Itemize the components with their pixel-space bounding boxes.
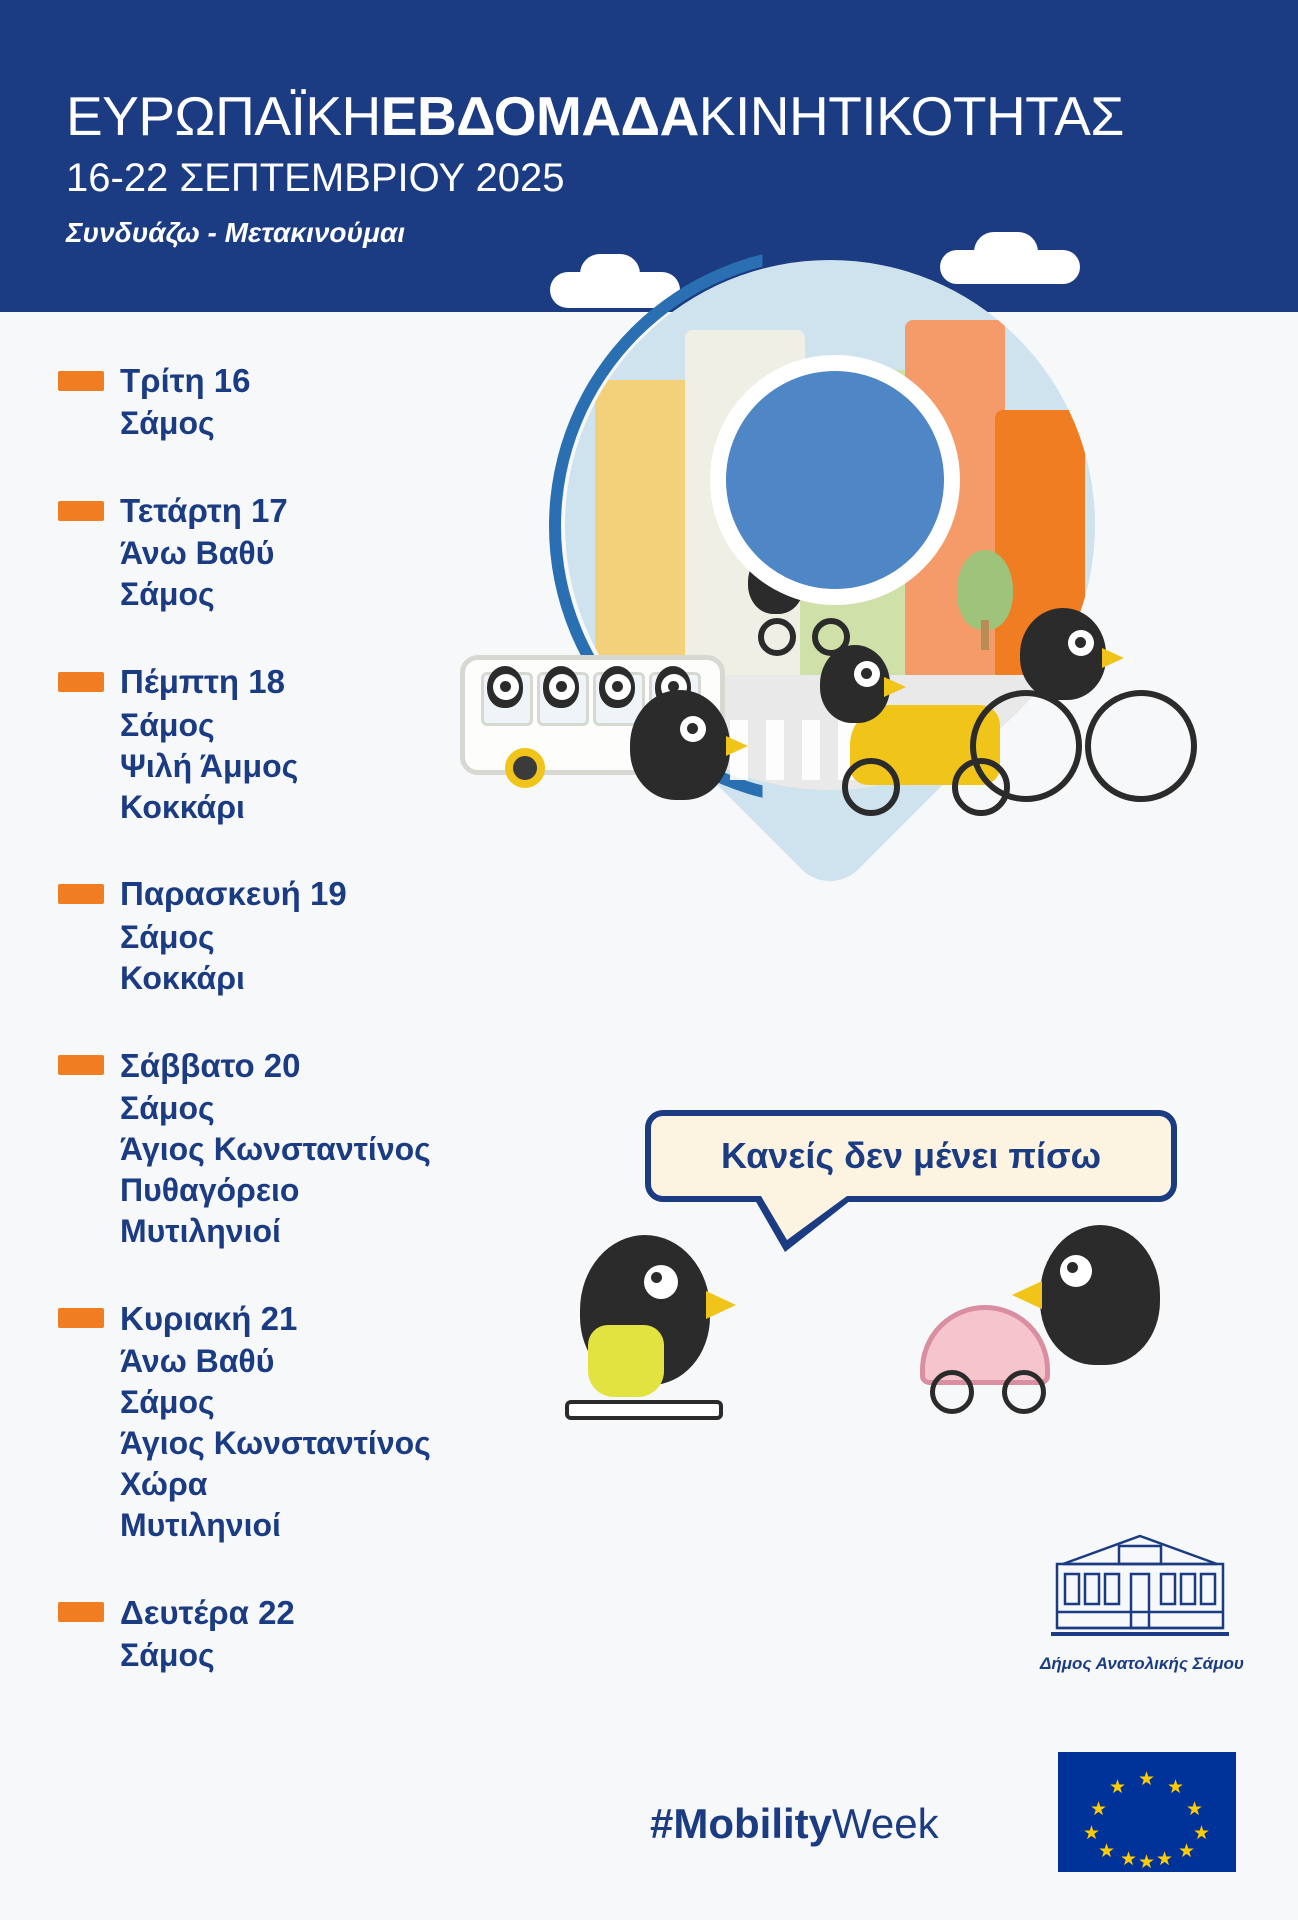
city-illustration	[520, 250, 1240, 950]
moped-rider-character	[820, 645, 890, 723]
schedule-day-name: Πέμπτη 18	[120, 663, 285, 701]
title-part-2: ΕΒΔΟΜΑΔΑ	[380, 85, 699, 147]
municipality-logo-caption: Δήμος Ανατολικής Σάμου	[1040, 1654, 1244, 1673]
moped-wheel	[842, 758, 900, 816]
kick-scooter-wheel	[812, 618, 850, 656]
passenger-character	[599, 666, 635, 708]
schedule-day-name: Παρασκευή 19	[120, 875, 347, 913]
kick-scooter-wheel	[758, 618, 796, 656]
municipality-logo	[1040, 1530, 1244, 1674]
skateboard-icon	[565, 1400, 723, 1420]
crosswalk-stripe	[766, 720, 784, 780]
header-tagline: Συνδυάζω - Μετακινούμαι	[66, 216, 406, 248]
schedule-place: Σάμος	[120, 576, 215, 613]
bullet-icon	[58, 371, 104, 391]
bullet-icon	[58, 1602, 104, 1622]
schedule-day-header	[58, 1592, 578, 1633]
skater-shirt	[588, 1325, 664, 1397]
schedule-day-places	[120, 1341, 578, 1546]
runner-character	[630, 690, 730, 800]
schedule-day	[58, 1298, 578, 1546]
schedule-place: Σάμος	[120, 706, 215, 743]
schedule-place: Ψιλή Άμμος	[120, 747, 299, 784]
schedule-day	[58, 873, 578, 998]
skateboarder-character	[560, 1215, 740, 1415]
schedule-place: Σάμος	[120, 1383, 215, 1420]
header-dates: 16-22 ΣΕΠΤΕΜΒΡΙΟΥ 2025	[66, 155, 565, 200]
campaign-hashtag	[650, 1800, 939, 1848]
stroller-wheel	[1002, 1370, 1046, 1414]
map-pin-ring	[710, 355, 960, 605]
schedule-list	[58, 360, 578, 1722]
cyclist-character	[1020, 608, 1106, 700]
schedule-day-name: Τετάρτη 17	[120, 492, 288, 530]
schedule-day	[58, 490, 578, 615]
schedule-day-name: Σάββατο 20	[120, 1046, 301, 1084]
passenger-character	[543, 666, 579, 708]
schedule-day-places	[120, 1635, 578, 1676]
schedule-place: Κοκκάρι	[120, 959, 245, 996]
hashtag-bold-part: #Mobility	[650, 1800, 833, 1847]
schedule-place: Σάμος	[120, 405, 215, 442]
schedule-place: Μυτιληνιοί	[120, 1212, 281, 1249]
bicycle-wheel	[1085, 690, 1197, 802]
schedule-place: Άνω Βαθύ	[120, 535, 275, 572]
title-part-1: ΕΥΡΩΠΑΪΚΗ	[66, 85, 381, 147]
schedule-place: Χώρα	[120, 1465, 208, 1502]
stroller-scene	[910, 1215, 1170, 1425]
schedule-place: Άνω Βαθύ	[120, 1342, 275, 1379]
schedule-day-name: Τρίτη 16	[120, 362, 251, 399]
speech-bubble	[645, 1110, 1177, 1202]
bullet-icon	[58, 501, 104, 521]
title-part-3: ΚΙΝΗΤΙΚΟΤΗΤΑΣ	[698, 85, 1124, 147]
parent-character	[1040, 1225, 1160, 1365]
schedule-day-places	[120, 917, 578, 999]
schedule-day-places	[120, 403, 578, 444]
schedule-day-header	[58, 873, 578, 914]
schedule-place: Σάμος	[120, 1636, 215, 1673]
schedule-day	[58, 1592, 578, 1676]
schedule-place: Πυθαγόρειο	[120, 1171, 300, 1208]
schedule-day-header	[58, 1045, 578, 1086]
hashtag-normal-part: Week	[832, 1800, 939, 1847]
speech-bubble-text: Κανείς δεν μένει πίσω	[720, 1135, 1102, 1176]
schedule-day-header	[58, 360, 578, 401]
bullet-icon	[58, 884, 104, 904]
eu-flag-icon: ★ ★ ★ ★ ★ ★ ★ ★ ★ ★ ★ ★	[1058, 1752, 1236, 1872]
schedule-place: Άγιος Κωνσταντίνος	[120, 1130, 431, 1167]
schedule-place: Σάμος	[120, 918, 215, 955]
schedule-day-name: Δευτέρα 22	[120, 1593, 295, 1631]
schedule-day-name: Κυριακή 21	[120, 1299, 298, 1337]
schedule-day-header	[58, 1298, 578, 1339]
bullet-icon	[58, 1055, 104, 1075]
schedule-day	[58, 1045, 578, 1252]
schedule-day-header	[58, 490, 578, 531]
page-title	[66, 85, 1124, 147]
stroller-wheel	[930, 1370, 974, 1414]
schedule-day-places	[120, 533, 578, 615]
schedule-place: Σάμος	[120, 1089, 215, 1126]
municipality-building-icon	[1045, 1530, 1235, 1640]
schedule-day-places	[120, 1088, 578, 1252]
passenger-character	[487, 666, 523, 708]
header-text-group	[66, 85, 1124, 249]
bus-wheel	[505, 748, 545, 788]
schedule-place: Μυτιληνιοί	[120, 1506, 281, 1543]
schedule-place: Άγιος Κωνσταντίνος	[120, 1424, 431, 1461]
crosswalk-stripe	[802, 720, 820, 780]
bullet-icon	[58, 1308, 104, 1328]
schedule-day	[58, 360, 578, 444]
schedule-place: Κοκκάρι	[120, 788, 245, 825]
bicycle-wheel	[970, 690, 1082, 802]
bullet-icon	[58, 672, 104, 692]
